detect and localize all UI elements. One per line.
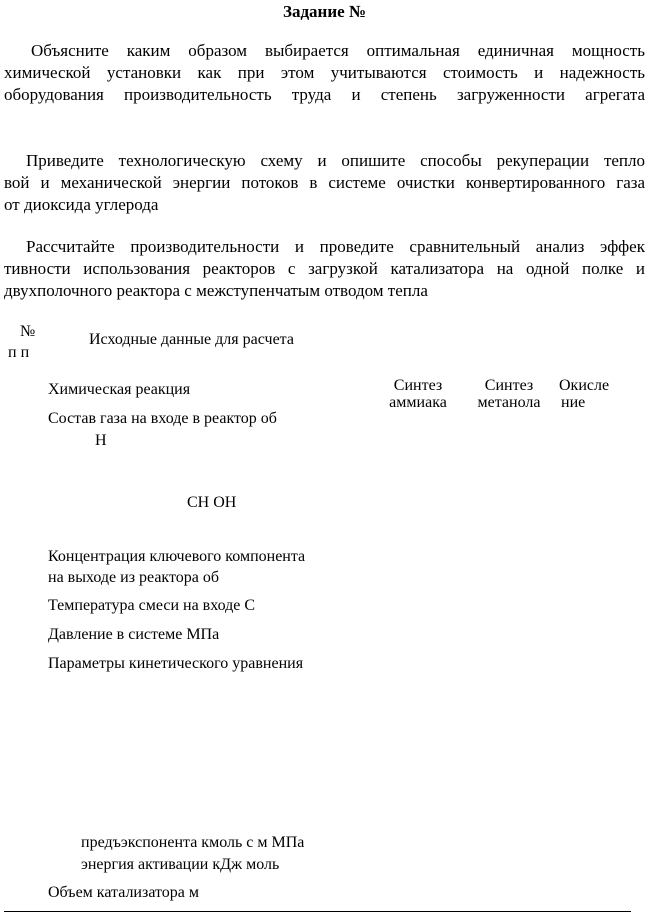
question-2 <box>4 150 645 216</box>
question-2-line: вой и механической энергии потоков в системе очистки конвертированного газа <box>4 173 645 192</box>
row-number-header: № <box>20 323 36 340</box>
row-number-header-sub: п п <box>8 344 30 361</box>
column-ammonia-synthesis <box>382 377 454 411</box>
row-kinetic-parameters: Параметры кинетического уравнения <box>48 655 304 672</box>
row-gas-composition: Состав газа на входе в реактор об <box>48 410 277 427</box>
column-header-line: Окисле <box>559 377 610 394</box>
question-1-line: Объясните каким образом выбирается оптимальная единичная мощность <box>31 41 645 60</box>
row-label-line: на выходе из реактора об <box>48 569 220 586</box>
column-header-line: ние <box>561 394 586 411</box>
hydrogen-symbol: Н <box>95 432 107 449</box>
bottom-rule <box>4 911 631 912</box>
question-3-line: Рассчитайте производительности и проведите сравнительный анализ эффек <box>26 237 645 256</box>
column-header-line: Синтез <box>393 377 443 394</box>
question-1 <box>4 40 645 106</box>
column-header-line: метанола <box>477 394 541 411</box>
question-1-line: химической установки как при этом учитываются стоимость и надежность <box>4 63 645 82</box>
question-3-line: тивности использования реакторов с загрузкой катализатора на одной полке и <box>4 259 645 278</box>
question-2-line: Приведите технологическую схему и опишите способы рекуперации тепло <box>26 151 645 170</box>
question-1-line: оборудования производительность труда и степень загруженности агрегата <box>4 85 645 104</box>
column-header-line: Синтез <box>484 377 534 394</box>
assignment-title: Задание № <box>282 2 367 21</box>
question-3-line: двухполочного реактора с межступенчатым отводом тепла <box>4 281 428 300</box>
row-inlet-temperature: Температура смеси на входе С <box>48 597 256 614</box>
row-label-line: Концентрация ключевого компонента <box>48 548 306 565</box>
question-2-line: от диоксида углерода <box>4 195 159 214</box>
column-header-line: аммиака <box>389 394 447 411</box>
question-3 <box>4 236 645 302</box>
row-preexponent: предъэкспонента кмоль с м МПа <box>81 834 305 851</box>
methanol-symbol: СН ОН <box>187 494 237 511</box>
row-chemical-reaction: Химическая реакция <box>48 381 191 398</box>
row-activation-energy: энергия активации кДж моль <box>81 856 280 873</box>
row-key-component-concentration <box>48 546 305 588</box>
column-oxidation <box>559 377 609 411</box>
row-catalyst-volume: Объем катализатора м <box>48 884 200 901</box>
column-methanol-synthesis <box>469 377 549 411</box>
row-system-pressure: Давление в системе МПа <box>48 626 220 643</box>
source-data-header: Исходные данные для расчета <box>89 331 294 348</box>
